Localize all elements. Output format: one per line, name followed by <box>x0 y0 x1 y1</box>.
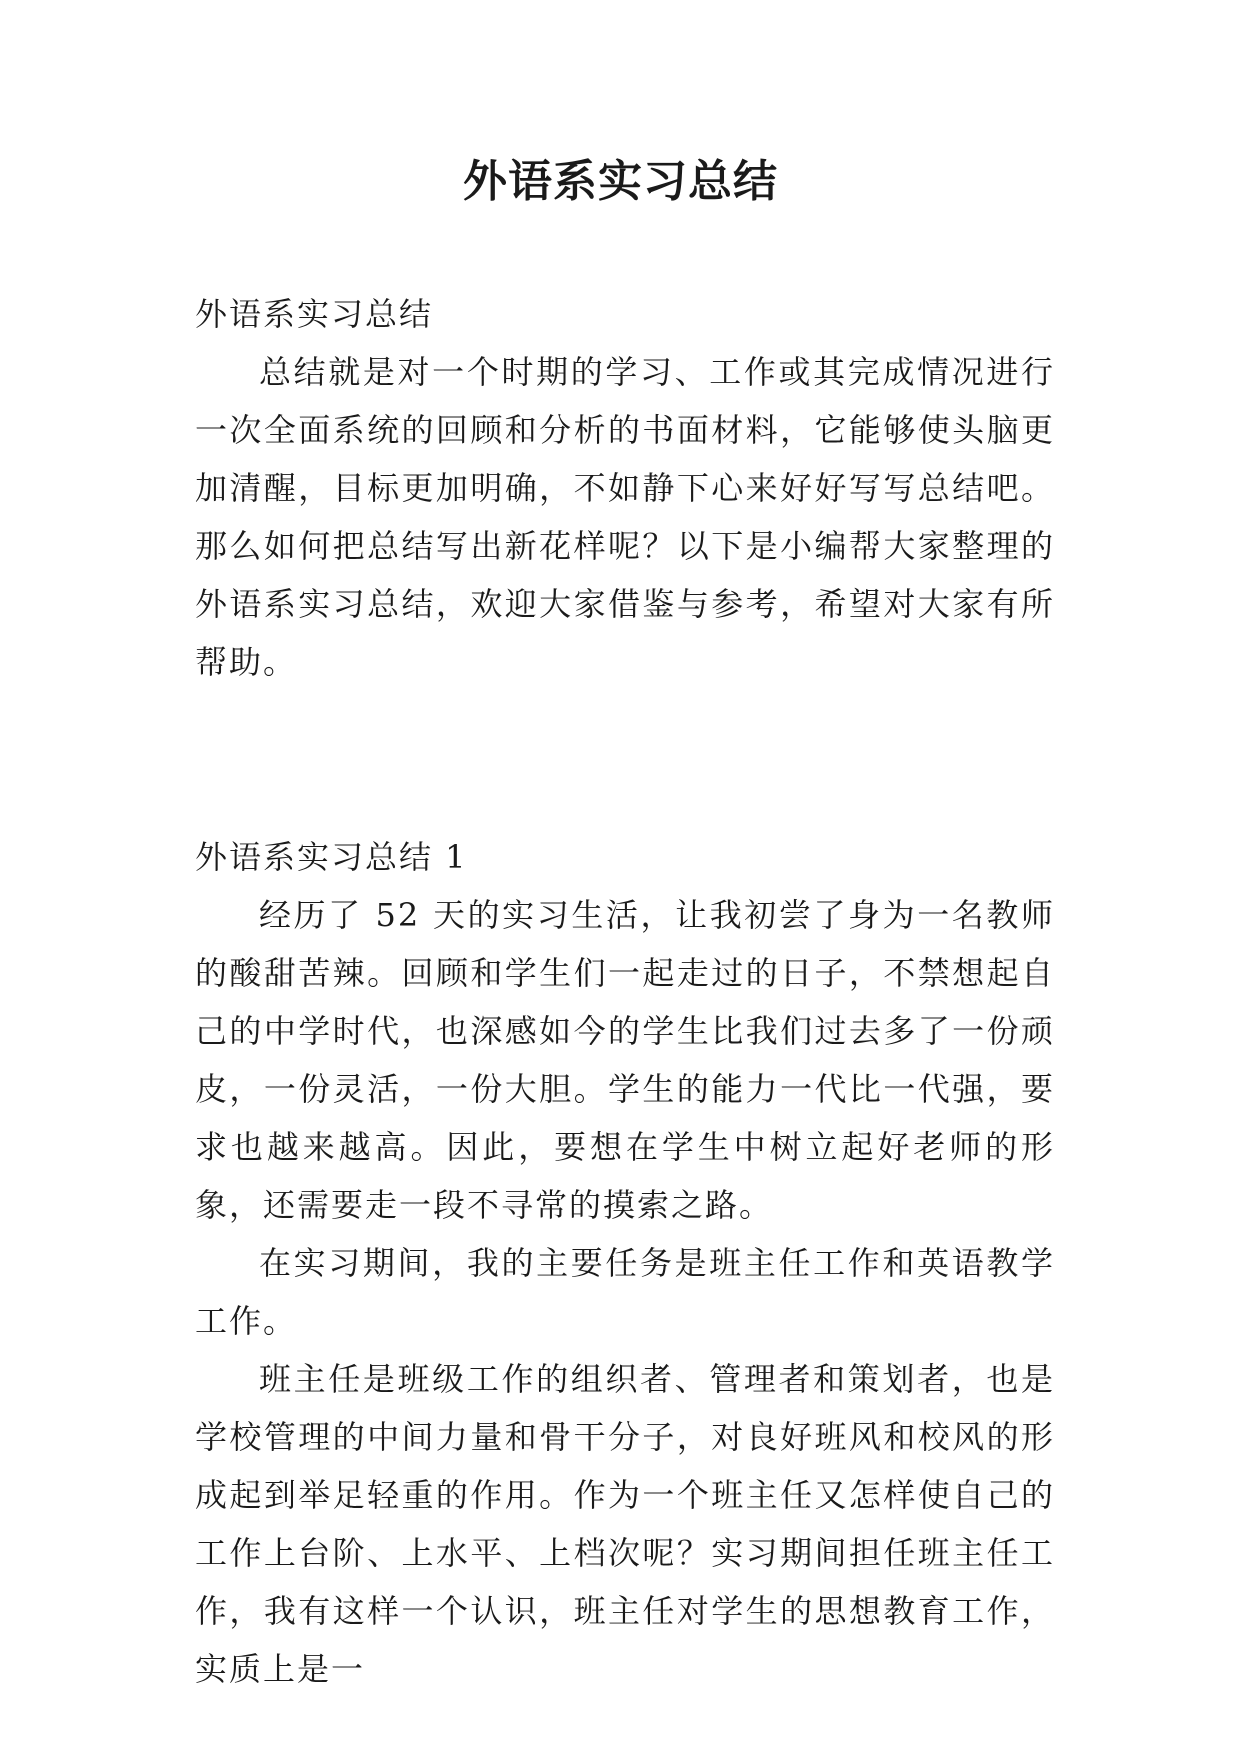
intro-paragraph: 总结就是对一个时期的学习、工作或其完成情况进行一次全面系统的回顾和分析的书面材料，它能够使头脑更加清醒，目标更加明确，不如静下心来好好写写总结吧。那么如何把总结写出新花样呢？以下是小编帮大家整理的外语系实习总结，欢迎大家借鉴与参考，希望对大家有所帮助。 <box>195 353 1055 681</box>
section1-paragraph-1: 经历了 52 天的实习生活，让我初尝了身为一名教师的酸甜苦辣。回顾和学生们一起走过的日子，不禁想起自己的中学时代，也深感如今的学生比我们过去多了一份顽皮，一份灵活，一份大胆。学生的能力一代比一代强，要求也越来越高。因此，要想在学生中树立起好老师的形象，还需要走一段不寻常的摸索之路。 <box>195 896 1055 1224</box>
section1-heading: 外语系实习总结 1 <box>195 838 468 876</box>
document-body <box>195 285 1055 1698</box>
section-spacer <box>195 691 1055 828</box>
section1-paragraph-3: 班主任是班级工作的组织者、管理者和策划者，也是学校管理的中间力量和骨干分子，对良好班风和校风的形成起到举足轻重的作用。作为一个班主任又怎样使自己的工作上台阶、上水平、上档次呢？实习期间担任班主任工作，我有这样一个认识，班主任对学生的思想教育工作，实质上是一 <box>195 1360 1055 1688</box>
intro-heading: 外语系实习总结 <box>195 295 434 333</box>
document-title: 外语系实习总结 <box>463 156 778 207</box>
section1-paragraph-2: 在实习期间，我的主要任务是班主任工作和英语教学工作。 <box>195 1244 1055 1340</box>
